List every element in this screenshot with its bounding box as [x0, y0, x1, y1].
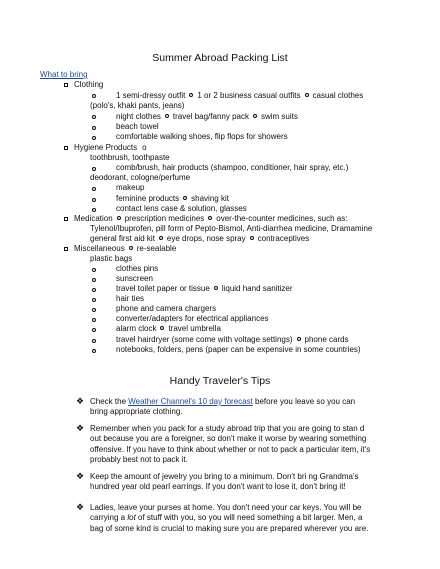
bullet-icon: [92, 339, 96, 343]
page-title: Summer Abroad Packing List: [152, 52, 288, 64]
bullet-icon: [92, 136, 96, 140]
bullet-icon: [92, 349, 96, 353]
bullet-icon: [92, 278, 96, 282]
bullet-icon: [92, 298, 96, 302]
bullet-icon: [92, 187, 96, 191]
list-item: sunscreen: [116, 274, 153, 283]
list-item-continued: plastic bags: [90, 254, 133, 263]
list-item: night clothes travel bag/fanny pack swim suits: [116, 112, 298, 121]
what-to-bring-heading: What to bring: [40, 70, 88, 79]
list-item: feminine products shaving kit: [116, 194, 229, 203]
list-item: comb/brush, hair products (shampoo, conditioner, hair spray, etc.): [116, 163, 349, 172]
bullet-icon: [253, 114, 257, 118]
hygiene-checkbox-icon[interactable]: [64, 146, 68, 150]
list-item: clothes pins: [116, 264, 159, 273]
list-item-continued: Tylenol/Ibuprofen, pill form of Pepto-Bismol, Anti-diarrhea medicine, Dramamine: [90, 224, 373, 233]
bullet-icon: [305, 93, 309, 97]
list-item: alarm clock travel umbrella: [116, 324, 221, 333]
bullet-icon: [208, 216, 212, 220]
bullet-icon: [92, 328, 96, 332]
diamond-bullet-icon: ❖: [76, 423, 85, 433]
hygiene-label: Hygiene Products o: [74, 143, 147, 152]
list-item-continued: toothbrush, toothpaste: [90, 153, 170, 162]
medication-checkbox-icon[interactable]: [64, 217, 68, 221]
bullet-icon: [117, 216, 121, 220]
bullet-icon: [92, 268, 96, 272]
tip-purses: Ladies, leave your purses at home. You don't need your car keys. You will be carrying a lot of stuff with you, so you will need something a bit larger. Men, a bag of some kind is crucial to making sure you are prepared wherever you are.: [90, 503, 369, 533]
bullet-icon: [92, 208, 96, 212]
list-item: travel toilet paper or tissue liquid hand sanitizer: [116, 284, 293, 293]
list-item: converter/adapters for electrical appliances: [116, 314, 269, 323]
list-item: travel hairdryer (some come with voltage settings) phone cards: [116, 335, 349, 344]
weather-channel-link[interactable]: Weather Channel's 10 day forecast: [128, 397, 253, 406]
bullet-icon: [92, 126, 96, 130]
diamond-bullet-icon: ❖: [76, 502, 85, 512]
list-item-continued: (polo's, khaki pants, jeans): [90, 101, 185, 110]
bullet-icon: [189, 93, 193, 97]
tip-weather: Check the Weather Channel's 10 day forecast before you leave so you can bring appropriate clothing.: [90, 397, 356, 417]
list-item: comfortable walking shoes, flip flops for showers: [116, 132, 288, 141]
list-item: hair ties: [116, 294, 145, 303]
list-item-continued: deodorant, cologne/perfume: [90, 173, 191, 182]
list-item: 1 semi-dressy outfit 1 or 2 business casual outfits casual clothes: [116, 91, 364, 100]
bullet-icon: [297, 337, 301, 341]
diamond-bullet-icon: ❖: [76, 471, 85, 481]
bullet-icon: [92, 94, 96, 98]
bullet-icon: [92, 308, 96, 312]
bullet-icon: [92, 167, 96, 171]
list-item: notebooks, folders, pens (paper can be expensive in some countries): [116, 345, 361, 354]
list-item: beach towel: [116, 122, 159, 131]
tip-stand-out: Remember when you pack for a study abroad trip that you are going to stan d out because you are a foreigner, so don't make it worse by wearing something offensive. If you have to think about whether or not to pack a particular item, it's probably best not to pack it.: [90, 424, 371, 465]
bullet-icon: [159, 236, 163, 240]
bullet-icon: [92, 288, 96, 292]
medication-label: Medication prescription medicines over-the-counter medicines, such as:: [74, 214, 348, 223]
clothing-label: Clothing: [74, 80, 104, 89]
bullet-icon: [183, 196, 187, 200]
tip-jewelry: Keep the amount of jewelry you bring to a minimum. Don't bri ng Grandma's hundred year old pearl earrings. If you don't want to lose it, don't bring it!: [90, 472, 359, 492]
list-item: makeup: [116, 183, 145, 192]
bullet-icon: [129, 246, 133, 250]
bullet-icon: [250, 236, 254, 240]
clothing-checkbox-icon[interactable]: [64, 83, 68, 87]
list-item: phone and camera chargers: [116, 304, 217, 313]
bullet-icon: [160, 326, 164, 330]
bullet-icon: [92, 198, 96, 202]
bullet-icon: [92, 318, 96, 322]
diamond-bullet-icon: ❖: [76, 396, 85, 406]
bullet-icon: [214, 286, 218, 290]
misc-label: Miscellaneous re-sealable: [74, 244, 177, 253]
tips-title: Handy Traveler's Tips: [169, 375, 271, 387]
misc-checkbox-icon[interactable]: [64, 247, 68, 251]
list-item-continued: general first aid kit eye drops, nose spray contraceptives: [90, 234, 310, 243]
list-item: contact lens case & solution, glasses: [116, 204, 247, 213]
bullet-icon: [165, 114, 169, 118]
bullet-icon: [92, 115, 96, 119]
